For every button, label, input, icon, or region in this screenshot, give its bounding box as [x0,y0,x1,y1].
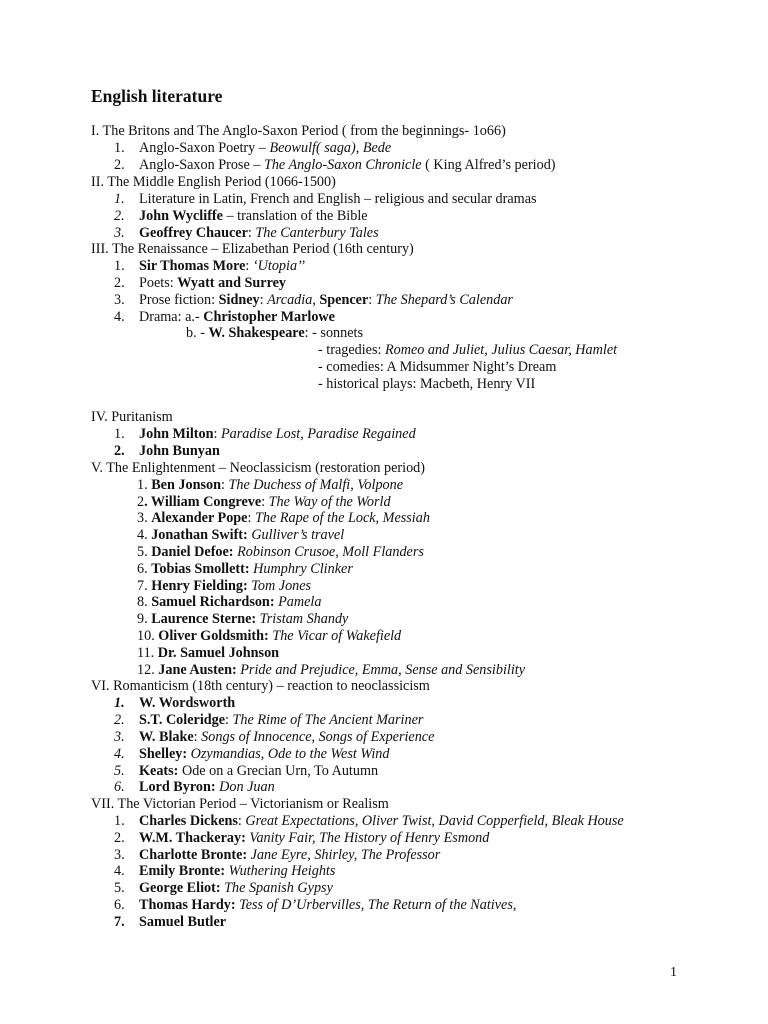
list-number: 1. [114,191,125,207]
author-name: Charles Dickens [139,813,238,829]
line-text: Drama: a.- [139,309,204,325]
line-text: - comedies: A Midsummer Night’s Dream [318,359,557,375]
author-name: Sir Thomas More [139,258,246,274]
work-title: Vanity Fair, The History of Henry Esmond [249,830,490,846]
author-name: Samuel Richardson: [151,594,275,610]
author-name: Jonathan Swift: [151,527,248,543]
line-text: VII. The Victorian Period – Victorianism or Realism [91,796,389,812]
list-number: 3. [114,292,125,308]
outline-line [137,611,348,628]
author-name: Jane Austen: [158,662,237,678]
list-number: 1. [114,140,125,156]
work-title: Pamela [278,594,322,610]
line-text: V. The Enlightenment – Neoclassicism (restoration period) [91,460,425,476]
work-title: Beowulf( saga), Bede [269,140,392,156]
line-text: : [213,426,221,442]
work-title: The Way of the World [268,494,391,510]
author-name: Spencer [319,292,369,308]
author-name: Ben Jonson [151,477,221,493]
outline-line [137,594,321,611]
outline-line [114,897,516,914]
work-title: The Rape of the Lock, Messiah [254,510,430,526]
line-text: Literature in Latin, French and English – religious and secular dramas [139,191,537,207]
outline-line [137,494,391,511]
list-number: 3. [114,225,125,241]
outline-line [114,157,556,174]
outline-line [318,359,556,376]
list-number: 1. [114,695,125,711]
work-title: Don Juan [219,779,275,795]
list-number: 2. [114,830,125,846]
outline-line [114,443,220,460]
author-name: W. Wordsworth [139,695,236,711]
outline-line [114,813,624,830]
work-title: Robinson Crusoe, Moll Flanders [237,544,424,560]
line-text: 11. [137,645,158,661]
line-text: VI. Romanticism (18th century) – reaction to neoclassicism [91,678,430,694]
line-text: - historical plays: Macbeth, Henry VII [318,376,536,392]
outline-line [91,409,173,426]
work-title: Humphry Clinker [253,561,353,577]
outline-line [114,729,434,746]
list-number: 1. [114,426,125,442]
outline-line [137,628,401,645]
list-number: 2. [114,208,125,224]
outline-line [114,763,378,780]
list-number: 4. [114,746,125,762]
outline-line [137,578,311,595]
list-number: 2. [114,712,125,728]
author-name: Charlotte Bronte: [139,847,248,863]
list-number: 3. [114,729,125,745]
line-text: Anglo-Saxon Poetry – [139,140,270,156]
author-name: Samuel Butler [139,914,227,930]
author-name: W. Blake [139,729,194,745]
line-text: : - sonnets [304,325,363,341]
line-text: : [220,477,229,493]
author-name: Thomas Hardy: [139,897,236,913]
line-text: Ode on a Grecian Urn, To Autumn [178,763,379,779]
outline-line [114,863,335,880]
author-name: Emily Bronte: [139,863,226,879]
author-name: Wyatt and Surrey [177,275,287,291]
author-name: John Bunyan [139,443,220,459]
author-name: Tobias Smollett: [151,561,250,577]
work-title: Romeo and Juliet, Julius Caesar, Hamlet [384,342,618,358]
line-text: 1. [137,477,152,493]
outline-line [91,460,425,477]
author-name: John Wycliffe [139,208,223,224]
list-number: 5. [114,880,125,896]
line-text: ( King Alfred’s period) [421,157,556,173]
line-text: : [193,729,202,745]
outline-line [137,561,353,578]
work-title: ‘Utopia’’ [252,258,305,274]
line-text: : [259,292,268,308]
outline-line [114,847,440,864]
work-title: Pride and Prejudice, Emma, Sense and Sensibility [240,662,526,678]
line-text: 2 [137,494,145,510]
line-text: 4. [137,527,152,543]
list-number: 4. [114,863,125,879]
author-name: John Milton [139,426,214,442]
outline-line [114,830,489,847]
line-text: I. The Britons and The Anglo-Saxon Period ( from the beginnings- 1o66) [91,123,506,139]
outline-line [137,544,424,561]
line-text: : [261,494,269,510]
outline-line [137,477,403,494]
work-title: The Duchess of Malfi, Volpone [228,477,404,493]
author-name: Geoffrey Chaucer [139,225,248,241]
author-name: Lord Byron: [139,779,216,795]
list-number: 3. [114,847,125,863]
outline-line [114,880,333,897]
author-name: Keats: [139,763,179,779]
page-number: 1 [670,965,677,980]
work-title: Arcadia [267,292,313,308]
list-number: 5. [114,763,125,779]
line-text: , [312,292,320,308]
line-text: : [245,258,253,274]
line-text: 5. [137,544,152,560]
list-number: 1. [114,813,125,829]
author-name: Shelley: [139,746,188,762]
list-number: 7. [114,914,125,930]
line-text: 12. [137,662,159,678]
line-text: Anglo-Saxon Prose – [139,157,264,173]
author-name: Sidney [218,292,260,308]
line-text: II. The Middle English Period (1066-1500) [91,174,336,190]
outline-line [114,258,305,275]
author-name: Henry Fielding: [151,578,248,594]
line-text: : [368,292,376,308]
outline-line [114,208,368,225]
author-name: Dr. Samuel Johnson [157,645,280,661]
list-number: 1. [114,258,125,274]
line-text: : [247,225,256,241]
list-number: 4. [114,309,125,325]
outline-line [91,123,506,140]
outline-line [114,309,335,326]
outline-line [114,695,235,712]
line-text: 6. [137,561,152,577]
outline-line [114,225,379,242]
line-text: b. - [186,325,209,341]
outline-line [137,527,344,544]
work-title: Tom Jones [251,578,312,594]
line-text: Poets: [139,275,178,291]
work-title: The Canterbury Tales [255,225,379,241]
line-text: 10. [137,628,159,644]
work-title: Jane Eyre, Shirley, The Professor [250,847,441,863]
work-title: Ozymandias, Ode to the West Wind [190,746,390,762]
author-name: . William Congreve [144,494,262,510]
line-text: – translation of the Bible [222,208,368,224]
outline-line [114,426,416,443]
line-text: 7. [137,578,152,594]
outline-line [186,325,363,342]
author-name: Christopher Marlowe [203,309,335,325]
line-text: IV. Puritanism [91,409,173,425]
outline-line [114,275,286,292]
author-name: Oliver Goldsmith: [158,628,269,644]
line-text: Prose fiction: [139,292,219,308]
line-text: 9. [137,611,152,627]
work-title: Tess of D’Urbervilles, The Return of the Natives, [239,897,517,913]
outline-line [114,746,390,763]
outline-line [114,779,275,796]
work-title: Tristam Shandy [259,611,349,627]
line-text: : [237,813,246,829]
author-name: Alexander Pope [151,510,248,526]
outline-line [91,241,414,258]
list-number: 2. [114,157,125,173]
outline-line [137,645,279,662]
list-number: 6. [114,779,125,795]
author-name: Laurence Sterne: [151,611,257,627]
list-number: 2. [114,443,125,459]
outline-line [137,510,430,527]
outline-line [114,914,226,931]
line-text: : [247,510,255,526]
author-name: Daniel Defoe: [151,544,234,560]
line-text: : [225,712,233,728]
line-text: 3. [137,510,152,526]
outline-line [91,796,389,813]
work-title: Songs of Innocence, Songs of Experience [201,729,435,745]
outline-line [114,712,423,729]
work-title: The Spanish Gypsy [224,880,333,896]
document-title: English literature [91,86,223,106]
line-text: 8. [137,594,152,610]
outline-line [114,292,513,309]
work-title: Paradise Lost, Paradise Regained [221,426,416,442]
list-number: 6. [114,897,125,913]
work-title: The Shepard’s Calendar [375,292,513,308]
outline-line [114,191,537,208]
outline-line [318,376,535,393]
author-name: W.M. Thackeray: [139,830,246,846]
work-title: Great Expectations, Oliver Twist, David Copperfield, Bleak House [245,813,624,829]
author-name: George Eliot: [139,880,221,896]
outline-line [91,174,336,191]
outline-line [137,662,525,679]
line-text: III. The Renaissance – Elizabethan Period (16th century) [91,241,414,257]
work-title: The Rime of The Ancient Mariner [232,712,424,728]
author-name: S.T. Coleridge [139,712,226,728]
work-title: Gulliver’s travel [251,527,345,543]
outline-line [91,678,430,695]
work-title: The Vicar of Wakefield [272,628,402,644]
outline-line [318,342,617,359]
line-text: - tragedies: [318,342,385,358]
list-number: 2. [114,275,125,291]
author-name: W. Shakespeare [208,325,305,341]
outline-line [114,140,391,157]
work-title: The Anglo-Saxon Chronicle [263,157,422,173]
work-title: Wuthering Heights [228,863,336,879]
